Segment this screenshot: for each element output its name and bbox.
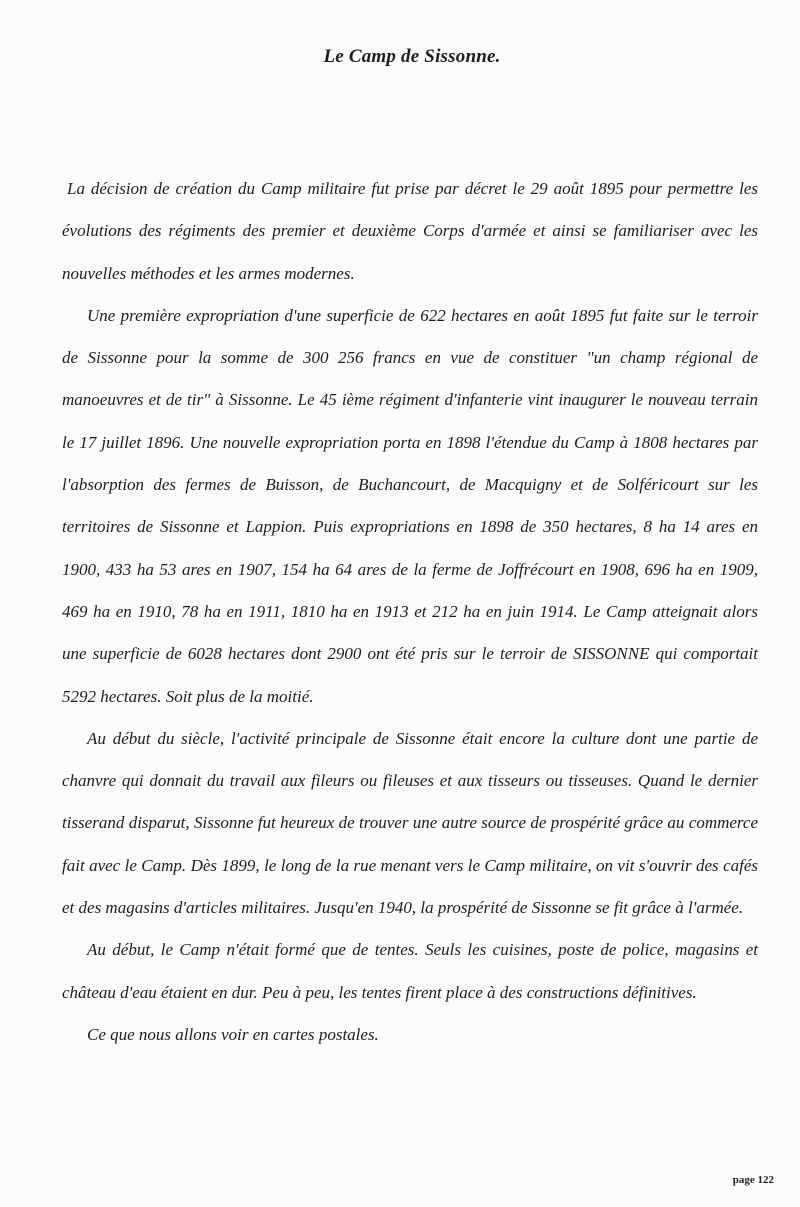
page-title: Le Camp de Sissonne. <box>323 46 501 67</box>
paragraph-creation-decree: La décision de création du Camp militaire fut prise par décret le 29 août 1895 pour permettre les évolutions des régiments des premier et deuxième Corps d'armée et ainsi se familiariser avec les nouvelles méthodes et les armes modernes. <box>62 179 758 283</box>
paragraph-tents: Au début, le Camp n'était formé que de tentes. Seuls les cuisines, poste de police, magasins et château d'eau étaient en dur. Peu à peu, les tentes firent place à des constructions définitives. <box>62 940 758 1002</box>
page-number: page 122 <box>732 1174 774 1186</box>
paragraph-postcards: Ce que nous allons voir en cartes postales. <box>87 1024 379 1044</box>
paragraph-prosperity: Au début du siècle, l'activité principale de Sissonne était encore la culture dont une partie de chanvre qui donnait du travail aux fileurs ou fileuses et aux tisseurs ou tisseuses. Quand le dernier tisserand disparut, Sissonne fut heureux de trouver une autre source de prospérité grâce au commerce fait avec le Camp. Dès 1899, le long de la rue menant vers le Camp militaire, on vit s'ouvrir des cafés et des magasins d'articles militaires. Jusqu'en 1940, la prospérité de Sissonne se fit grâce à l'armée. <box>62 728 758 918</box>
paragraph-expropriations: Une première expropriation d'une superficie de 622 hectares en août 1895 fut faite sur le terroir de Sissonne pour la somme de 300 256 francs en vue de constituer "un champ régional de manoeuvres et de tir" à Sissonne. Le 45 ième régiment d'infanterie vint inaugurer le nouveau terrain le 17 juillet 1896. Une nouvelle expropriation porta en 1898 l'étendue du Camp à 1808 hectares par l'absorption des fermes de Buisson, de Buchancourt, de Macquigny et de Solféricourt sur les territoires de Sissonne et Lappion. Puis expropriations en 1898 de 350 hectares, 8 ha 14 ares en 1900, 433 ha 53 ares en 1907, 154 ha 64 ares de la ferme de Joffrécourt en 1908, 696 ha en 1909, 469 ha en 1910, 78 ha en 1911, 1810 ha en 1913 et 212 ha en juin 1914. Le Camp atteignait alors une superficie de 6028 hectares dont 2900 ont été pris sur le terroir de SISSONNE qui comportait 5292 hectares. Soit plus de la moitié. <box>62 305 758 706</box>
body-text <box>62 168 758 1056</box>
